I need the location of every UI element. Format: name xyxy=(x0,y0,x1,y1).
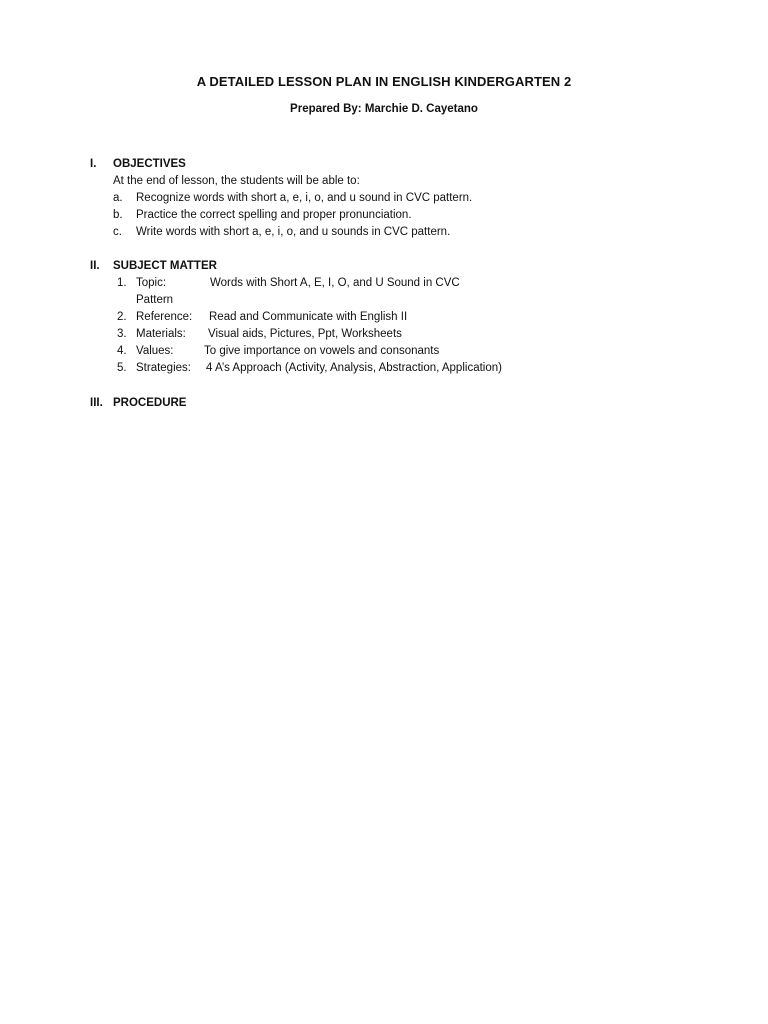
subject-value: Visual aids, Pictures, Ppt, Worksheets xyxy=(208,328,402,340)
objective-item: Recognize words with short a, e, i, o, and u sound in CVC pattern. xyxy=(136,192,473,204)
objective-item: Practice the correct spelling and proper pronunciation. xyxy=(136,209,412,221)
document-title: A DETAILED LESSON PLAN IN ENGLISH KINDERGARTEN 2 xyxy=(196,74,572,89)
subject-value: 4 A’s Approach (Activity, Analysis, Abstraction, Application) xyxy=(206,362,502,374)
section-number: I. xyxy=(90,158,97,170)
list-marker: 1. xyxy=(117,277,127,289)
objective-item: Write words with short a, e, i, o, and u sounds in CVC pattern. xyxy=(136,226,451,238)
subject-value: Words with Short A, E, I, O, and U Sound in CVC xyxy=(210,277,460,289)
section-objectives-heading xyxy=(90,156,186,173)
section-title: PROCEDURE xyxy=(113,397,187,409)
section-procedure-heading xyxy=(90,395,186,412)
list-marker: b. xyxy=(113,209,123,221)
list-marker: 3. xyxy=(117,328,127,340)
subject-label: Materials: xyxy=(136,328,186,340)
list-marker: c. xyxy=(113,226,122,238)
subject-label: Values: xyxy=(136,345,174,357)
subject-label: Strategies: xyxy=(136,362,191,374)
list-marker: 4. xyxy=(117,345,127,357)
subject-value-continuation: Pattern xyxy=(136,294,174,306)
prepared-by: Prepared By: Marchie D. Cayetano xyxy=(290,103,478,115)
objectives-intro: At the end of lesson, the students will be able to: xyxy=(113,175,360,187)
section-title: OBJECTIVES xyxy=(113,158,186,170)
section-title: SUBJECT MATTER xyxy=(113,260,217,272)
list-marker: 2. xyxy=(117,311,127,323)
list-marker: a. xyxy=(113,192,123,204)
subject-label: Reference: xyxy=(136,311,193,323)
section-number: II. xyxy=(90,260,100,272)
subject-value: To give importance on vowels and consonants xyxy=(204,345,440,357)
subject-label: Topic: xyxy=(136,277,167,289)
section-number: III. xyxy=(90,397,103,409)
subject-value: Read and Communicate with English II xyxy=(209,311,408,323)
section-subject-matter-heading xyxy=(90,258,217,275)
list-marker: 5. xyxy=(117,362,127,374)
